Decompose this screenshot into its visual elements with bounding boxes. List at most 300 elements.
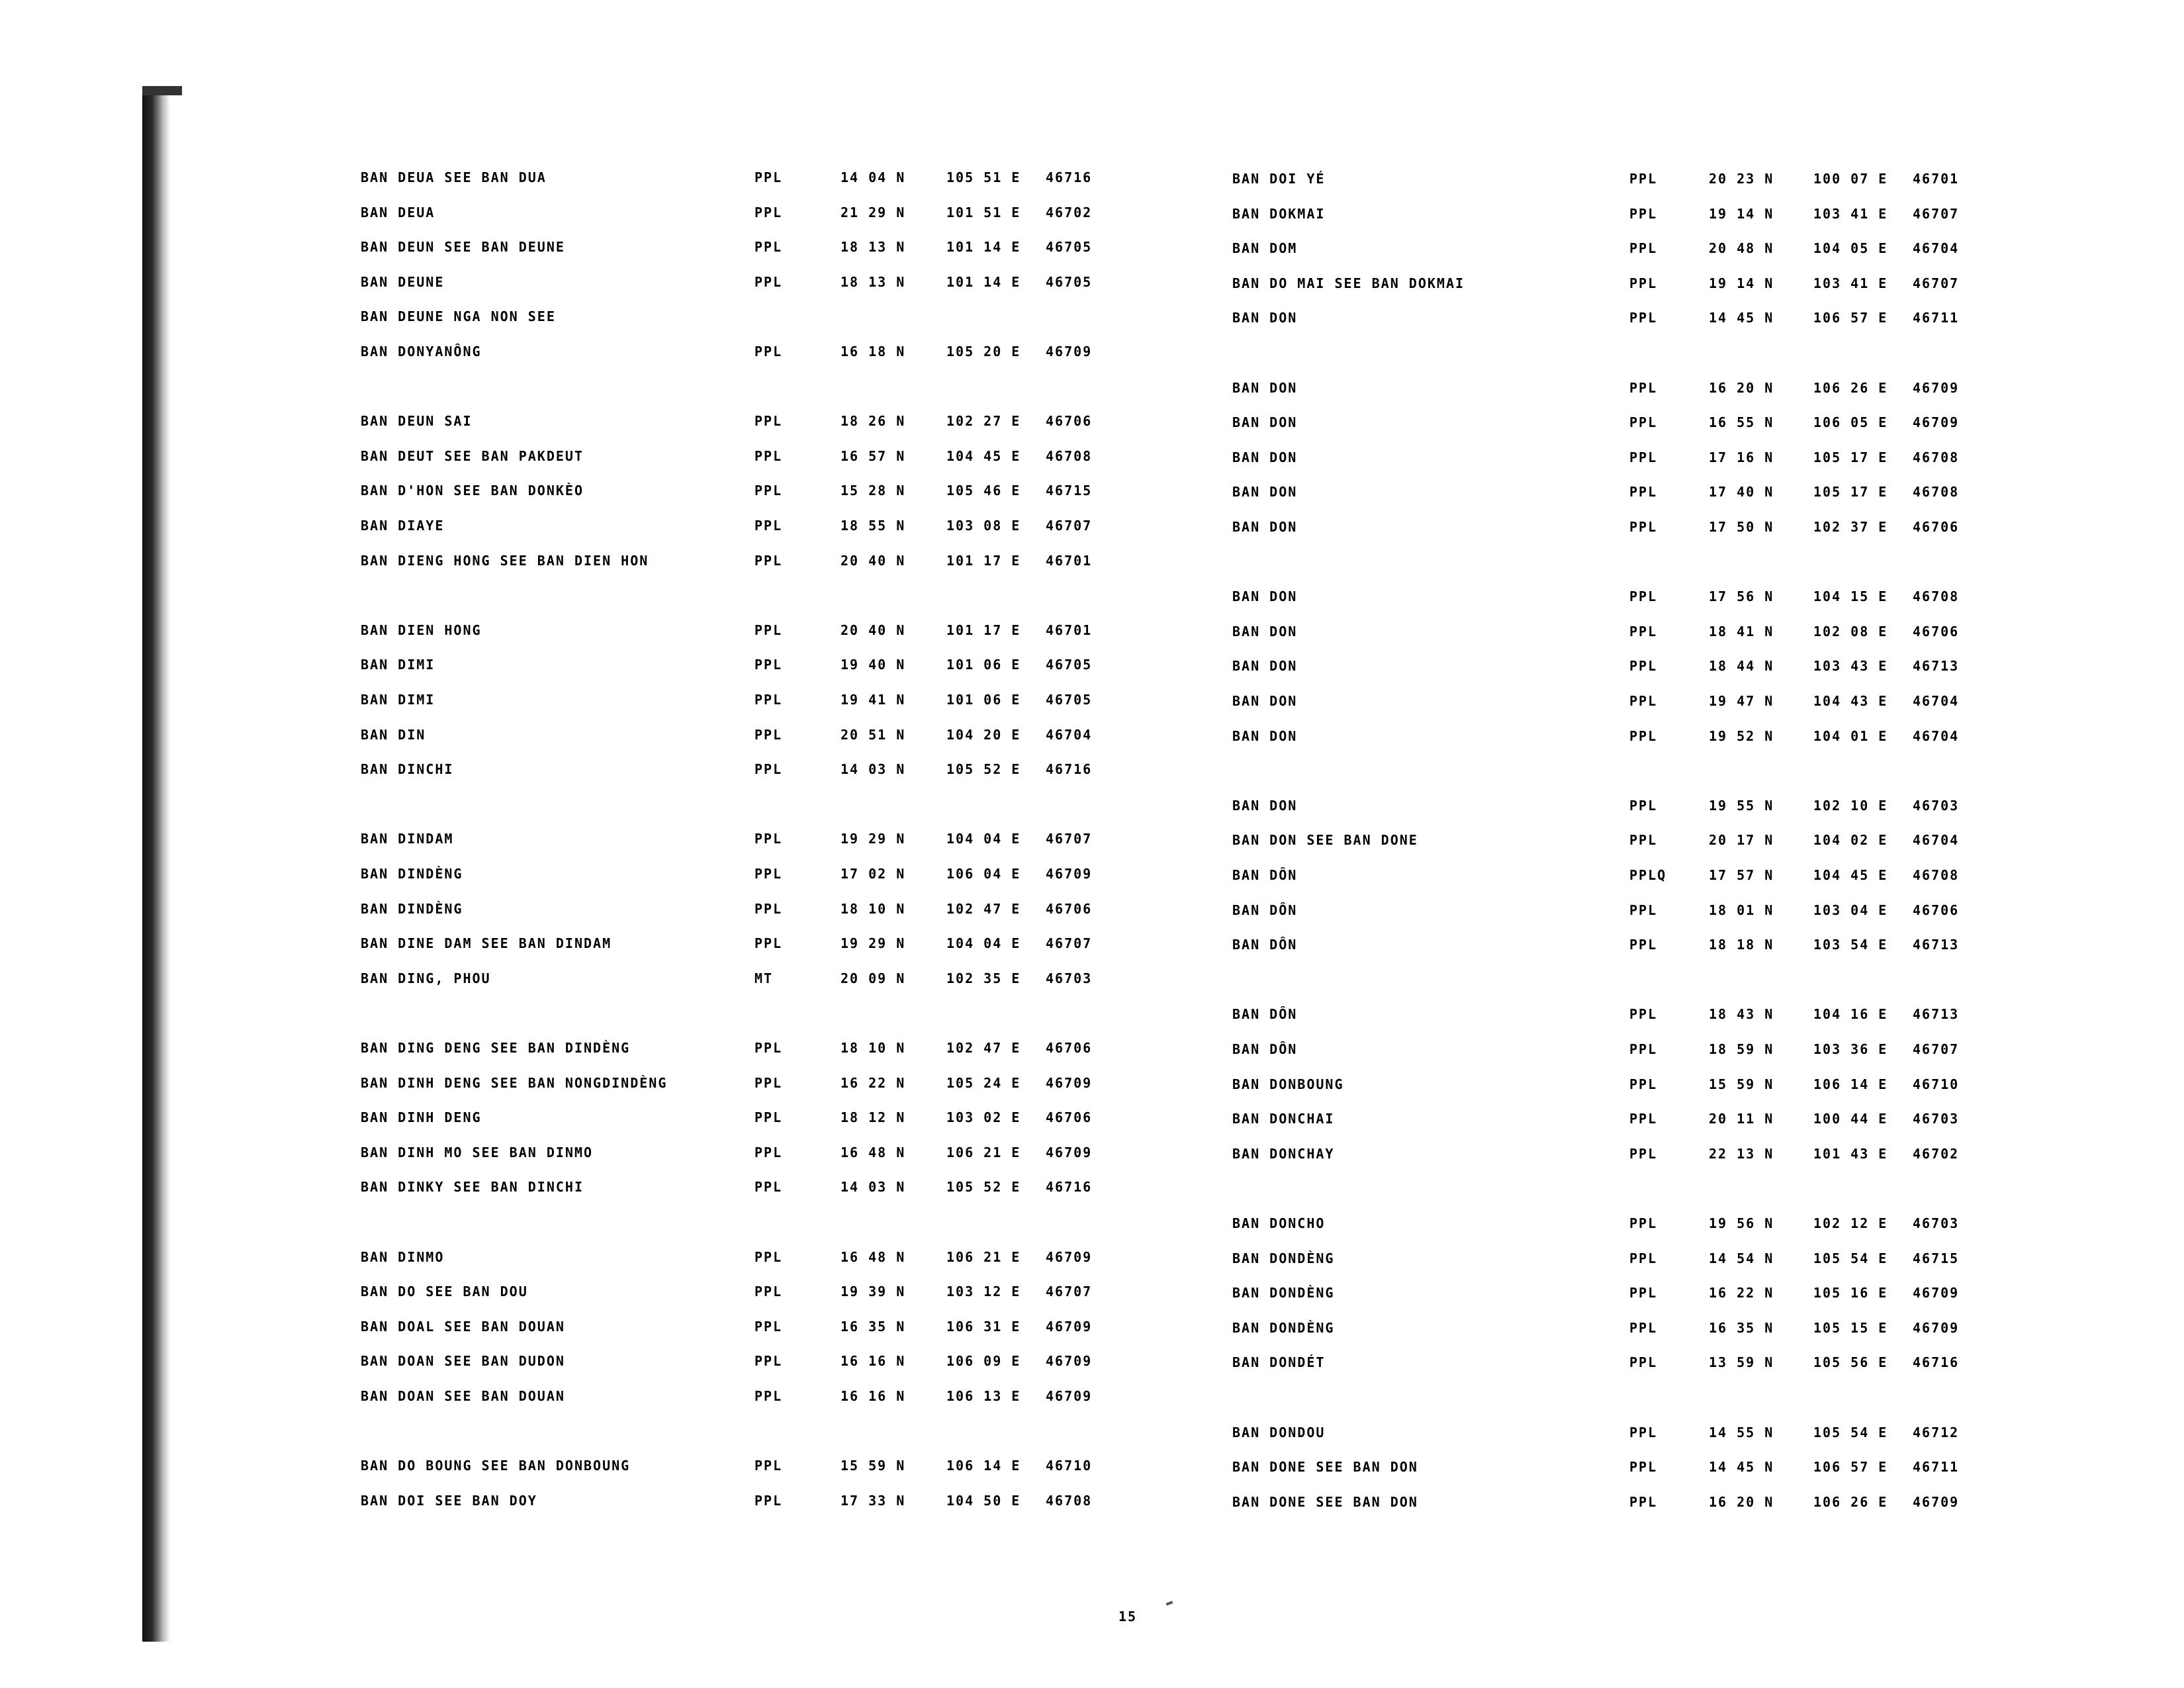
entry-longitude: 101 14 E	[946, 273, 1021, 290]
entry-feature-class: PPL	[754, 1248, 783, 1265]
entry-feature-class: PPL	[754, 518, 783, 534]
entry-latitude: 20 17 N	[1709, 832, 1774, 849]
entry-name: BAN DIN	[361, 726, 426, 743]
entry-feature-class: PPL	[754, 1040, 783, 1056]
entry-feature-class: PPL	[754, 1318, 783, 1335]
entry-name: BAN DINE DAM SEE BAN DINDAM	[361, 935, 612, 952]
entry-feature-class: PPL	[1629, 693, 1658, 709]
entry-map-code: 46706	[1046, 900, 1093, 917]
entry-longitude: 104 43 E	[1813, 693, 1888, 709]
scan-mark	[1166, 1601, 1173, 1605]
entry-feature-class: PPL	[754, 1492, 783, 1509]
entry-map-code: 46715	[1913, 1250, 1960, 1266]
entry-longitude: 100 07 E	[1813, 171, 1888, 187]
entry-longitude: 101 06 E	[946, 692, 1021, 708]
entry-latitude: 16 18 N	[841, 344, 906, 359]
entry-latitude: 20 40 N	[841, 622, 906, 638]
entry-latitude: 18 44 N	[1709, 658, 1774, 675]
entry-map-code: 46709	[1046, 1248, 1093, 1265]
entry-name: BAN DO MAI SEE BAN DOKMAI	[1232, 275, 1465, 291]
entry-feature-class: PPL	[1629, 902, 1658, 918]
entry-map-code: 46709	[1913, 414, 1960, 431]
entry-map-code: 46711	[1913, 1459, 1960, 1476]
entry-longitude: 105 46 E	[946, 483, 1021, 499]
entry-map-code: 46704	[1046, 726, 1093, 743]
entry-latitude: 14 45 N	[1709, 1459, 1774, 1476]
entry-feature-class: PPL	[754, 622, 783, 638]
entry-latitude: 20 40 N	[841, 552, 906, 569]
entry-feature-class: PPL	[1629, 240, 1658, 257]
entry-longitude: 101 43 E	[1813, 1145, 1888, 1162]
entry-name: BAN DINKY SEE BAN DINCHI	[361, 1179, 584, 1196]
entry-feature-class: PPL	[1629, 1285, 1658, 1301]
entry-longitude: 104 15 E	[1813, 588, 1888, 605]
entry-name: BAN DINMO	[361, 1248, 445, 1265]
entry-latitude: 16 20 N	[1709, 379, 1774, 396]
entry-map-code: 46711	[1913, 310, 1960, 326]
entry-longitude: 104 45 E	[1813, 867, 1888, 883]
entry-latitude: 19 39 N	[841, 1284, 906, 1300]
entry-name: BAN DON	[1232, 449, 1298, 465]
entry-latitude: 14 54 N	[1709, 1250, 1774, 1266]
entry-name: BAN DONCHO	[1232, 1215, 1326, 1231]
entry-latitude: 14 03 N	[841, 761, 906, 778]
entry-longitude: 106 31 E	[946, 1318, 1021, 1335]
entry-name: BAN DEUNE NGA NON SEE	[361, 308, 556, 325]
entry-map-code: 46709	[1913, 1285, 1960, 1301]
entry-feature-class: PPL	[754, 273, 783, 290]
entry-feature-class: PPL	[1629, 449, 1658, 465]
entry-feature-class: PPL	[1629, 1424, 1658, 1440]
entry-longitude: 103 02 E	[946, 1109, 1021, 1126]
entry-latitude: 18 26 N	[841, 413, 906, 430]
entry-longitude: 101 51 E	[946, 204, 1021, 220]
entry-latitude: 16 22 N	[1709, 1285, 1774, 1301]
entry-feature-class: PPL	[754, 866, 783, 882]
entry-latitude: 18 10 N	[841, 900, 906, 917]
entry-longitude: 105 17 E	[1813, 449, 1888, 465]
entry-longitude: 106 14 E	[1813, 1076, 1888, 1092]
entry-map-code: 46704	[1913, 832, 1960, 849]
entry-feature-class: PPL	[754, 657, 783, 673]
entry-feature-class: PPL	[754, 831, 783, 847]
entry-latitude: 17 56 N	[1709, 588, 1774, 605]
entry-map-code: 46706	[1046, 413, 1093, 430]
entry-longitude: 106 57 E	[1813, 1459, 1888, 1476]
entry-feature-class: PPL	[1629, 1459, 1658, 1476]
entry-map-code: 46703	[1046, 970, 1093, 986]
entry-map-code: 46703	[1913, 1111, 1960, 1127]
entry-name: BAN DÔN	[1232, 937, 1298, 953]
entry-map-code: 46708	[1913, 449, 1960, 465]
entry-longitude: 103 43 E	[1813, 658, 1888, 675]
entry-latitude: 18 59 N	[1709, 1041, 1774, 1057]
entry-feature-class: PPL	[1629, 1145, 1658, 1162]
entry-map-code: 46706	[1046, 1040, 1093, 1056]
entry-name: BAN DIENG HONG SEE BAN DIEN HON	[361, 552, 649, 569]
entry-name: BAN DONCHAY	[1232, 1145, 1335, 1162]
entry-name: BAN DIMI	[361, 657, 435, 673]
binding-edge	[142, 86, 170, 1642]
entry-name: BAN DÔN	[1232, 1041, 1298, 1057]
entry-map-code: 46709	[1046, 1318, 1093, 1335]
entry-feature-class: PPL	[754, 1353, 783, 1370]
entry-name: BAN DONDÈNG	[1232, 1250, 1335, 1266]
entry-map-code: 46713	[1913, 937, 1960, 953]
entry-longitude: 103 08 E	[946, 518, 1021, 534]
entry-latitude: 20 51 N	[841, 726, 906, 743]
entry-name: BAN DINH MO SEE BAN DINMO	[361, 1144, 594, 1160]
entry-longitude: 102 47 E	[946, 900, 1021, 917]
entry-name: BAN DONE SEE BAN DON	[1232, 1493, 1418, 1510]
entry-feature-class: PPL	[1629, 832, 1658, 849]
binding-edge-top	[142, 86, 182, 95]
entry-latitude: 19 47 N	[1709, 693, 1774, 709]
entry-latitude: 19 55 N	[1709, 797, 1774, 814]
entry-longitude: 105 52 E	[946, 1179, 1021, 1196]
entry-name: BAN DINH DENG SEE BAN NONGDINDÈNG	[361, 1074, 668, 1091]
entry-latitude: 16 48 N	[841, 1248, 906, 1265]
entry-longitude: 105 52 E	[946, 761, 1021, 778]
entry-longitude: 104 01 E	[1813, 727, 1888, 744]
entry-latitude: 20 09 N	[841, 970, 906, 986]
entry-name: BAN DIMI	[361, 692, 435, 708]
entry-longitude: 105 51 E	[946, 169, 1021, 185]
entry-name: BAN DEUT SEE BAN PAKDEUT	[361, 447, 584, 464]
entry-longitude: 106 05 E	[1813, 414, 1888, 431]
entry-name: BAN DONCHAI	[1232, 1111, 1335, 1127]
entry-name: BAN DON	[1232, 379, 1298, 396]
entry-map-code: 46701	[1046, 622, 1093, 638]
entry-feature-class: PPL	[1629, 1111, 1658, 1127]
entry-map-code: 46716	[1913, 1354, 1960, 1371]
entry-name: BAN DOKMAI	[1232, 205, 1326, 222]
entry-map-code: 46716	[1046, 1179, 1093, 1196]
entry-feature-class: PPL	[1629, 484, 1658, 500]
entry-feature-class: PPL	[754, 726, 783, 743]
entry-map-code: 46707	[1913, 275, 1960, 291]
entry-longitude: 106 26 E	[1813, 379, 1888, 396]
entry-name: BAN DON	[1232, 658, 1298, 675]
entry-latitude: 19 14 N	[1709, 275, 1774, 291]
entry-longitude: 101 17 E	[946, 622, 1021, 638]
entry-longitude: 105 54 E	[1813, 1424, 1888, 1440]
entry-name: BAN DING DENG SEE BAN DINDÈNG	[361, 1040, 631, 1056]
entry-name: BAN DONDÈNG	[1232, 1319, 1335, 1336]
entry-map-code: 46716	[1046, 761, 1093, 778]
entry-name: BAN DON	[1232, 693, 1298, 709]
entry-name: BAN DEUA	[361, 204, 435, 220]
entry-latitude: 18 55 N	[841, 518, 906, 534]
entry-feature-class: PPL	[1629, 1006, 1658, 1023]
entry-map-code: 46705	[1046, 657, 1093, 673]
entry-longitude: 100 44 E	[1813, 1111, 1888, 1127]
entry-latitude: 21 29 N	[841, 204, 906, 220]
entry-longitude: 102 12 E	[1813, 1215, 1888, 1231]
entry-longitude: 104 05 E	[1813, 240, 1888, 257]
entry-latitude: 20 48 N	[1709, 240, 1774, 257]
entry-latitude: 16 22 N	[841, 1074, 906, 1091]
entry-name: BAN DON SEE BAN DONE	[1232, 832, 1418, 849]
entry-feature-class: PPL	[1629, 310, 1658, 326]
entry-longitude: 102 10 E	[1813, 797, 1888, 814]
entry-map-code: 46707	[1046, 935, 1093, 952]
entry-feature-class: PPL	[754, 1144, 783, 1160]
entry-name: BAN DONDÉT	[1232, 1354, 1326, 1371]
entry-feature-class: PPL	[754, 935, 783, 952]
entry-latitude: 19 40 N	[841, 657, 906, 673]
entry-name: BAN DINH DENG	[361, 1109, 482, 1126]
entry-longitude: 105 54 E	[1813, 1250, 1888, 1266]
entry-map-code: 46713	[1913, 658, 1960, 675]
entry-feature-class: PPL	[754, 447, 783, 464]
entry-feature-class: PPL	[1629, 1076, 1658, 1092]
entry-longitude: 106 26 E	[1813, 1493, 1888, 1510]
entry-name: BAN DO SEE BAN DOU	[361, 1284, 528, 1300]
entry-longitude: 101 06 E	[946, 657, 1021, 673]
entry-longitude: 103 41 E	[1813, 275, 1888, 291]
entry-feature-class: PPL	[754, 900, 783, 917]
page-number: 15	[1118, 1609, 1138, 1624]
entry-name: BAN DING, PHOU	[361, 970, 491, 986]
entry-map-code: 46704	[1913, 727, 1960, 744]
entry-latitude: 19 52 N	[1709, 727, 1774, 744]
entry-latitude: 14 03 N	[841, 1179, 906, 1196]
entry-feature-class: PPL	[1629, 1215, 1658, 1231]
entry-longitude: 104 02 E	[1813, 832, 1888, 849]
entry-name: BAN DÔN	[1232, 867, 1298, 883]
entry-feature-class: PPL	[1629, 379, 1658, 396]
entry-feature-class: PPL	[754, 169, 783, 185]
entry-longitude: 105 56 E	[1813, 1354, 1888, 1371]
entry-feature-class: MT	[754, 970, 774, 986]
entry-latitude: 16 16 N	[841, 1353, 906, 1370]
entry-name: BAN DÔN	[1232, 1006, 1298, 1023]
entry-map-code: 46709	[1046, 344, 1093, 359]
entry-name: BAN DINDAM	[361, 831, 454, 847]
entry-map-code: 46710	[1046, 1458, 1093, 1474]
entry-map-code: 46705	[1046, 239, 1093, 256]
entry-name: BAN DEUNE	[361, 273, 445, 290]
entry-map-code: 46702	[1913, 1145, 1960, 1162]
entry-latitude: 20 11 N	[1709, 1111, 1774, 1127]
entry-map-code: 46708	[1913, 484, 1960, 500]
entry-map-code: 46709	[1046, 866, 1093, 882]
entry-map-code: 46703	[1913, 797, 1960, 814]
entry-latitude: 15 28 N	[841, 483, 906, 499]
entry-map-code: 46706	[1913, 902, 1960, 918]
entry-latitude: 13 59 N	[1709, 1354, 1774, 1371]
entry-feature-class: PPL	[754, 344, 783, 359]
entry-longitude: 104 50 E	[946, 1492, 1021, 1509]
entry-name: BAN DIEN HONG	[361, 622, 482, 638]
entry-longitude: 105 24 E	[946, 1074, 1021, 1091]
entry-latitude: 22 13 N	[1709, 1145, 1774, 1162]
entry-feature-class: PPL	[754, 552, 783, 569]
entry-name: BAN DINDÈNG	[361, 900, 463, 917]
entry-latitude: 15 59 N	[841, 1458, 906, 1474]
entry-feature-class: PPL	[1629, 1041, 1658, 1057]
entry-latitude: 18 10 N	[841, 1040, 906, 1056]
entry-name: BAN DON	[1232, 797, 1298, 814]
entry-longitude: 104 20 E	[946, 726, 1021, 743]
entry-longitude: 101 17 E	[946, 552, 1021, 569]
entry-name: BAN DIAYE	[361, 518, 445, 534]
entry-map-code: 46704	[1913, 693, 1960, 709]
entry-name: BAN DINCHI	[361, 761, 454, 778]
entry-latitude: 17 40 N	[1709, 484, 1774, 500]
entry-map-code: 46705	[1046, 692, 1093, 708]
entry-longitude: 102 35 E	[946, 970, 1021, 986]
entry-feature-class: PPL	[754, 761, 783, 778]
entry-feature-class: PPL	[1629, 797, 1658, 814]
entry-map-code: 46715	[1046, 483, 1093, 499]
entry-map-code: 46709	[1913, 379, 1960, 396]
entry-latitude: 19 14 N	[1709, 205, 1774, 222]
entry-feature-class: PPL	[1629, 1354, 1658, 1371]
entry-longitude: 104 16 E	[1813, 1006, 1888, 1023]
entry-longitude: 101 14 E	[946, 239, 1021, 256]
entry-feature-class: PPL	[1629, 275, 1658, 291]
entry-latitude: 18 01 N	[1709, 902, 1774, 918]
entry-latitude: 18 13 N	[841, 239, 906, 256]
entry-feature-class: PPL	[754, 1074, 783, 1091]
entry-name: BAN DEUN SEE BAN DEUNE	[361, 239, 565, 256]
entry-latitude: 18 43 N	[1709, 1006, 1774, 1023]
entry-name: BAN DOM	[1232, 240, 1298, 257]
entry-longitude: 105 17 E	[1813, 484, 1888, 500]
entry-latitude: 14 45 N	[1709, 310, 1774, 326]
entry-longitude: 105 16 E	[1813, 1285, 1888, 1301]
entry-latitude: 19 29 N	[841, 831, 906, 847]
entry-latitude: 17 33 N	[841, 1492, 906, 1509]
entry-latitude: 14 04 N	[841, 169, 906, 185]
entry-name: BAN DOI SEE BAN DOY	[361, 1492, 537, 1509]
entry-name: BAN DONE SEE BAN DON	[1232, 1459, 1418, 1476]
entry-latitude: 19 56 N	[1709, 1215, 1774, 1231]
entry-name: BAN DON	[1232, 727, 1298, 744]
entry-map-code: 46706	[1046, 1109, 1093, 1126]
entry-longitude: 103 41 E	[1813, 205, 1888, 222]
entry-latitude: 17 16 N	[1709, 449, 1774, 465]
entry-map-code: 46708	[1913, 867, 1960, 883]
entry-latitude: 17 02 N	[841, 866, 906, 882]
entry-name: BAN DÔN	[1232, 902, 1298, 918]
entry-map-code: 46701	[1046, 552, 1093, 569]
entry-name: BAN DEUA SEE BAN DUA	[361, 169, 547, 185]
entry-latitude: 16 48 N	[841, 1144, 906, 1160]
entry-name: BAN D'HON SEE BAN DONKÈO	[361, 483, 584, 499]
entry-longitude: 106 21 E	[946, 1144, 1021, 1160]
entry-longitude: 103 36 E	[1813, 1041, 1888, 1057]
entry-map-code: 46704	[1913, 240, 1960, 257]
entry-feature-class: PPL	[1629, 1493, 1658, 1510]
entry-name: BAN DON	[1232, 414, 1298, 431]
entry-feature-class: PPL	[1629, 623, 1658, 639]
entry-latitude: 19 29 N	[841, 935, 906, 952]
entry-name: BAN DONYANÔNG	[361, 344, 482, 359]
entry-map-code: 46708	[1046, 447, 1093, 464]
entry-latitude: 18 41 N	[1709, 623, 1774, 639]
entry-name: BAN DON	[1232, 310, 1298, 326]
entry-map-code: 46707	[1913, 1041, 1960, 1057]
entry-feature-class: PPL	[754, 1109, 783, 1126]
entry-latitude: 16 55 N	[1709, 414, 1774, 431]
entry-latitude: 17 50 N	[1709, 519, 1774, 535]
entry-feature-class: PPL	[1629, 937, 1658, 953]
entry-longitude: 106 13 E	[946, 1388, 1021, 1404]
entry-longitude: 106 14 E	[946, 1458, 1021, 1474]
entry-map-code: 46709	[1046, 1388, 1093, 1404]
entry-name: BAN DOAN SEE BAN DOUAN	[361, 1388, 565, 1404]
entry-feature-class: PPL	[1629, 658, 1658, 675]
entry-latitude: 14 55 N	[1709, 1424, 1774, 1440]
entry-latitude: 19 41 N	[841, 692, 906, 708]
entry-longitude: 104 04 E	[946, 831, 1021, 847]
entry-longitude: 105 15 E	[1813, 1319, 1888, 1336]
entry-map-code: 46713	[1913, 1006, 1960, 1023]
entry-latitude: 15 59 N	[1709, 1076, 1774, 1092]
entry-latitude: 18 13 N	[841, 273, 906, 290]
entry-longitude: 102 27 E	[946, 413, 1021, 430]
entry-map-code: 46712	[1913, 1424, 1960, 1440]
entry-map-code: 46701	[1913, 171, 1960, 187]
entry-feature-class: PPL	[1629, 727, 1658, 744]
entry-map-code: 46708	[1046, 1492, 1093, 1509]
entry-map-code: 46709	[1046, 1144, 1093, 1160]
entry-longitude: 103 54 E	[1813, 937, 1888, 953]
entry-feature-class: PPL	[754, 413, 783, 430]
entry-feature-class: PPL	[1629, 414, 1658, 431]
entry-map-code: 46707	[1913, 205, 1960, 222]
entry-longitude: 102 47 E	[946, 1040, 1021, 1056]
entry-map-code: 46707	[1046, 831, 1093, 847]
entry-feature-class: PPL	[754, 692, 783, 708]
entry-feature-class: PPL	[754, 239, 783, 256]
entry-name: BAN DON	[1232, 519, 1298, 535]
entry-name: BAN DEUN SAI	[361, 413, 473, 430]
entry-latitude: 20 23 N	[1709, 171, 1774, 187]
entry-longitude: 103 12 E	[946, 1284, 1021, 1300]
entry-longitude: 105 20 E	[946, 344, 1021, 359]
entry-feature-class: PPL	[754, 483, 783, 499]
entry-map-code: 46716	[1046, 169, 1093, 185]
entry-longitude: 104 04 E	[946, 935, 1021, 952]
entry-name: BAN DOAN SEE BAN DUDON	[361, 1353, 565, 1370]
entry-map-code: 46705	[1046, 273, 1093, 290]
entry-map-code: 46709	[1913, 1319, 1960, 1336]
entry-feature-class: PPL	[754, 1458, 783, 1474]
entry-feature-class: PPL	[1629, 588, 1658, 605]
entry-map-code: 46709	[1046, 1353, 1093, 1370]
entry-name: BAN DOAL SEE BAN DOUAN	[361, 1318, 565, 1335]
entry-name: BAN DOI YÉ	[1232, 171, 1326, 187]
entry-map-code: 46703	[1913, 1215, 1960, 1231]
entry-latitude: 18 18 N	[1709, 937, 1774, 953]
entry-name: BAN DONDOU	[1232, 1424, 1326, 1440]
entry-longitude: 106 57 E	[1813, 310, 1888, 326]
entry-map-code: 46707	[1046, 518, 1093, 534]
entry-latitude: 16 57 N	[841, 447, 906, 464]
entry-longitude: 102 08 E	[1813, 623, 1888, 639]
entry-latitude: 16 16 N	[841, 1388, 906, 1404]
entry-feature-class: PPLQ	[1629, 867, 1667, 883]
entry-feature-class: PPL	[1629, 519, 1658, 535]
entry-feature-class: PPL	[754, 1284, 783, 1300]
entry-feature-class: PPL	[754, 1179, 783, 1196]
entry-name: BAN DON	[1232, 623, 1298, 639]
entry-latitude: 16 35 N	[1709, 1319, 1774, 1336]
